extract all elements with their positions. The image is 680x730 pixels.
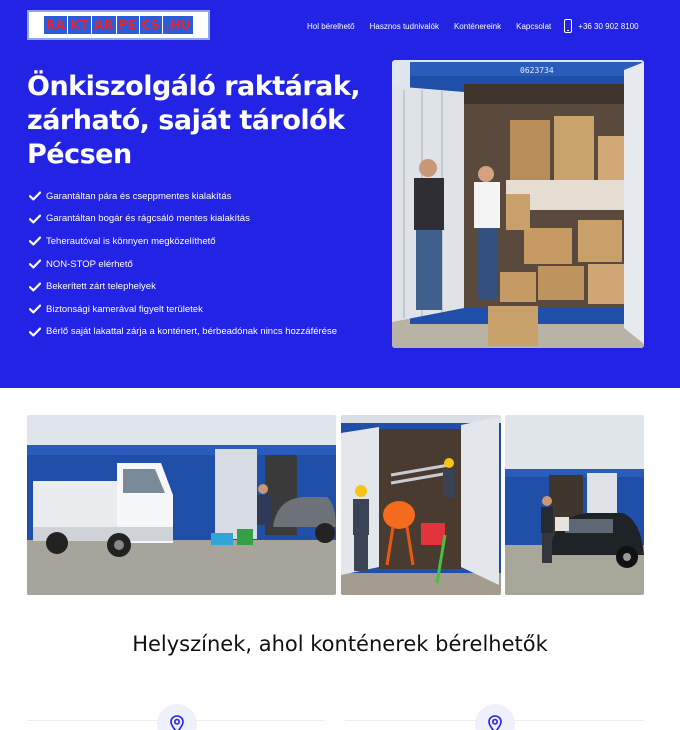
- main-nav: [307, 19, 639, 33]
- gallery-photo-workers[interactable]: [341, 415, 501, 595]
- nav-hol-berelheto[interactable]: Hol bérelhető: [307, 21, 355, 31]
- logo-letters: KT: [70, 18, 89, 32]
- container-number: 0623734: [520, 66, 554, 75]
- check-icon: [29, 259, 41, 269]
- feature-text: Bérlő saját lakattal zárja a konténert, bérbeadónak nincs hozzáférése: [46, 326, 337, 338]
- feature-item: [29, 230, 337, 253]
- location-card[interactable]: [27, 720, 325, 730]
- site-logo[interactable]: [27, 10, 210, 40]
- check-icon: [29, 327, 41, 337]
- logo-letters: PE: [118, 18, 137, 32]
- gallery-photo-car[interactable]: [505, 415, 644, 595]
- phone-number: +36 30 902 8100: [578, 21, 639, 31]
- logo-letters: .HU: [165, 18, 192, 32]
- check-icon: [29, 214, 41, 224]
- workers-container-illustration: [341, 415, 501, 595]
- location-pin-badge: [475, 704, 515, 730]
- car-loading-illustration: [505, 415, 644, 595]
- feature-text: Garantáltan pára és cseppmentes kialakítás: [46, 190, 232, 202]
- nav-hasznos-tudnivalok[interactable]: Hasznos tudnivalók: [369, 21, 439, 31]
- check-icon: [29, 236, 41, 246]
- feature-text: Bekerített zárt telephelyek: [46, 281, 156, 293]
- gallery-photo-truck[interactable]: [27, 415, 336, 595]
- mobile-phone-icon: [564, 19, 572, 33]
- feature-item: [29, 321, 337, 344]
- check-icon: [29, 304, 41, 314]
- logo-letters: RA: [45, 18, 66, 32]
- feature-item: [29, 185, 337, 208]
- location-card[interactable]: [345, 720, 644, 730]
- hero-container-photo: [392, 60, 644, 348]
- nav-kontenereink[interactable]: Konténereink: [453, 21, 502, 31]
- map-pin-icon: [170, 715, 184, 730]
- feature-text: NON-STOP elérhető: [46, 258, 133, 270]
- nav-kapcsolat[interactable]: Kapcsolat: [516, 21, 552, 31]
- locations-title: Helyszínek, ahol konténerek bérelhetők: [132, 632, 548, 656]
- feature-item: [29, 253, 337, 276]
- logo-letters: CS: [141, 18, 161, 32]
- location-pin-badge: [157, 704, 197, 730]
- phone-link[interactable]: [564, 19, 638, 33]
- logo-letters: AR: [93, 18, 114, 32]
- truck-at-containers-illustration: [27, 415, 336, 595]
- hero-title: Önkiszolgáló raktárak, zárható, saját tárolók Pécsen: [27, 71, 361, 170]
- feature-list: [29, 185, 337, 343]
- feature-text: Biztonsági kamerával figyelt területek: [46, 303, 203, 315]
- feature-item: [29, 208, 337, 231]
- map-pin-icon: [488, 715, 502, 730]
- check-icon: [29, 282, 41, 292]
- check-icon: [29, 191, 41, 201]
- feature-text: Garantáltan bogár és rágcsáló mentes kialakítás: [46, 213, 250, 225]
- logo-wordmark: [44, 16, 193, 34]
- container-loading-illustration: [392, 60, 644, 348]
- feature-item: [29, 298, 337, 321]
- feature-item: [29, 275, 337, 298]
- feature-text: Teherautóval is könnyen megközelíthető: [46, 235, 216, 247]
